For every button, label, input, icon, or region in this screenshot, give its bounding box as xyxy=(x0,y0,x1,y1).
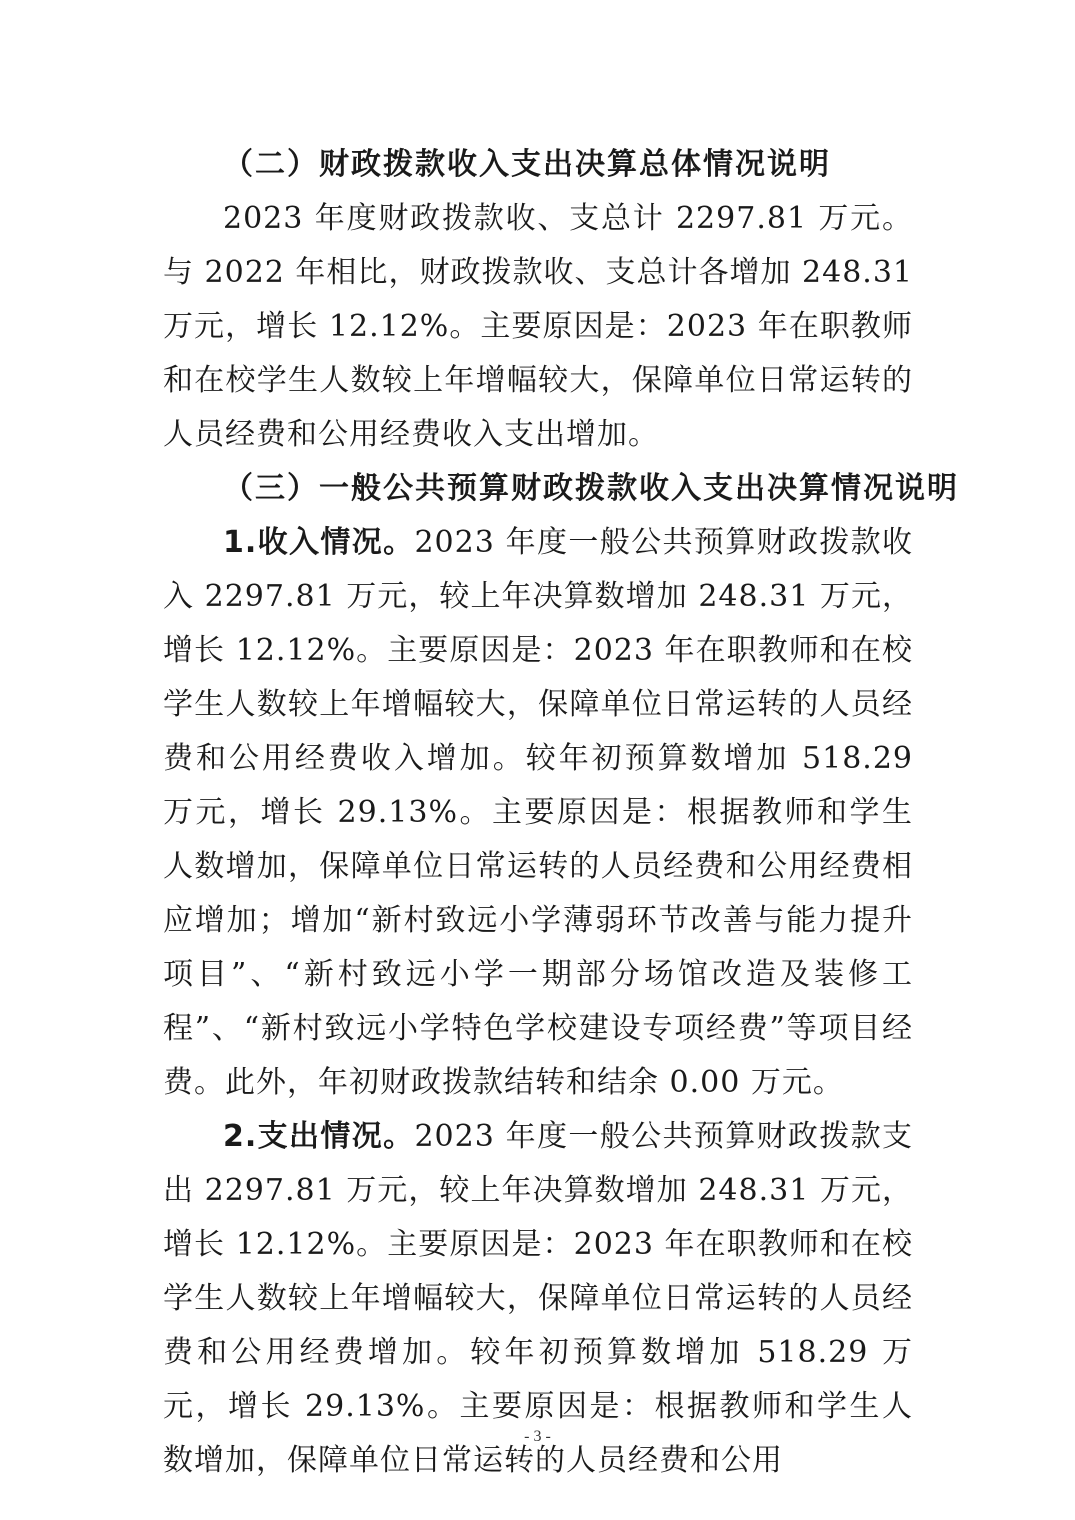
document-page xyxy=(163,138,959,1488)
expense-lead: 2.支出情况。 xyxy=(223,1119,415,1154)
section-2-body: 2023 年度财政拨款收、支总计 2297.81 万元。与 2022 年相比，财政拨款收、支总计各增加 248.31 万元，增长 12.12%。主要原因是：2023 年在职教师和在校学生人数较上年增幅较大，保障单位日常运转的人员经费和公用经费收入支出增加。 xyxy=(163,201,913,452)
income-paragraph xyxy=(163,516,913,1110)
section-2-heading: （二）财政拨款收入支出决算总体情况说明 xyxy=(223,147,831,182)
income-body: 2023 年度一般公共预算财政拨款收入 2297.81 万元，较上年决算数增加 248.31 万元，增长 12.12%。主要原因是：2023 年在职教师和在校学生人数较上年增幅较大，保障单位日常运转的人员经费和公用经费收入增加。较年初预算数增加 518.29 万元，增长 29.13%。主要原因是：根据教师和学生人数增加，保障单位日常运转的人员经费和公用经费相应增加；增加“新村致远小学薄弱环节改善与能力提升项目”、“新村致远小学一期部分场馆改造及装修工程”、“新村致远小学特色学校建设专项经费”等项目经费。此外，年初财政拨款结转和结余 0.00 万元。 xyxy=(163,525,913,1100)
income-lead: 1.收入情况。 xyxy=(223,525,415,560)
expense-body: 2023 年度一般公共预算财政拨款支出 2297.81 万元，较上年决算数增加 248.31 万元，增长 12.12%。主要原因是：2023 年在职教师和在校学生人数较上年增幅较大，保障单位日常运转的人员经费和公用经费增加。较年初预算数增加 518.29 万元，增长 29.13%。主要原因是：根据教师和学生人数增加，保障单位日常运转的人员经费和公用 xyxy=(163,1119,913,1478)
section-3-heading: （三）一般公共预算财政拨款收入支出决算情况说明 xyxy=(223,471,959,506)
page-number: - 3 - xyxy=(524,1428,551,1445)
